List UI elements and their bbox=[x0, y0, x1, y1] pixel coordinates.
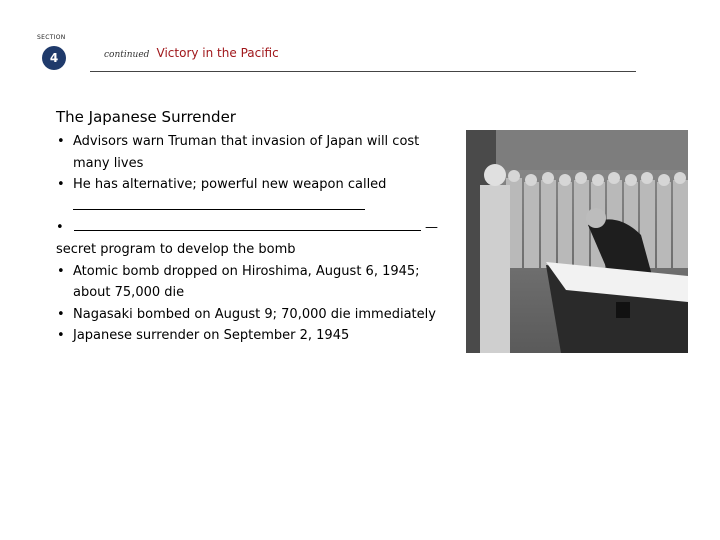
bullet-marker: • bbox=[57, 306, 65, 322]
bullet-item bbox=[56, 174, 456, 217]
continued-label: continued bbox=[104, 50, 150, 60]
bullet-item bbox=[56, 217, 456, 260]
bullet-text: — secret program to develop the bomb bbox=[56, 220, 438, 257]
bullet-item bbox=[56, 261, 456, 304]
bullet-item bbox=[56, 131, 456, 174]
header-title: Victory in the Pacific bbox=[156, 46, 279, 60]
bullet-marker: • bbox=[57, 177, 65, 193]
section-label: SECTION bbox=[37, 34, 66, 41]
surrender-ceremony-photo bbox=[466, 130, 688, 353]
bullet-text: Advisors warn Truman that invasion of Japan will cost many lives bbox=[73, 134, 420, 171]
bullet-text: Atomic bomb dropped on Hiroshima, August 6, 1945; about 75,000 die bbox=[73, 263, 420, 301]
fill-in-blank bbox=[74, 217, 421, 231]
bullet-marker: • bbox=[57, 328, 65, 344]
bullet-text: Japanese surrender on September 2, 1945 bbox=[73, 328, 350, 344]
bullet-marker: • bbox=[57, 263, 65, 279]
bullet-item bbox=[56, 325, 456, 347]
bullet-text: He has alternative; powerful new weapon called bbox=[73, 177, 387, 193]
bullet-list bbox=[56, 131, 456, 347]
slide-header bbox=[104, 42, 279, 61]
bullet-text: Nagasaki bombed on August 9; 70,000 die immediately bbox=[73, 306, 436, 322]
slide-heading: The Japanese Surrender bbox=[56, 108, 236, 126]
bullet-item bbox=[56, 304, 456, 326]
bullet-marker: • bbox=[57, 134, 65, 149]
header-divider bbox=[90, 71, 636, 72]
section-number-badge: 4 bbox=[42, 46, 66, 70]
bullet-marker: • bbox=[56, 220, 64, 236]
fill-in-blank bbox=[73, 196, 365, 210]
